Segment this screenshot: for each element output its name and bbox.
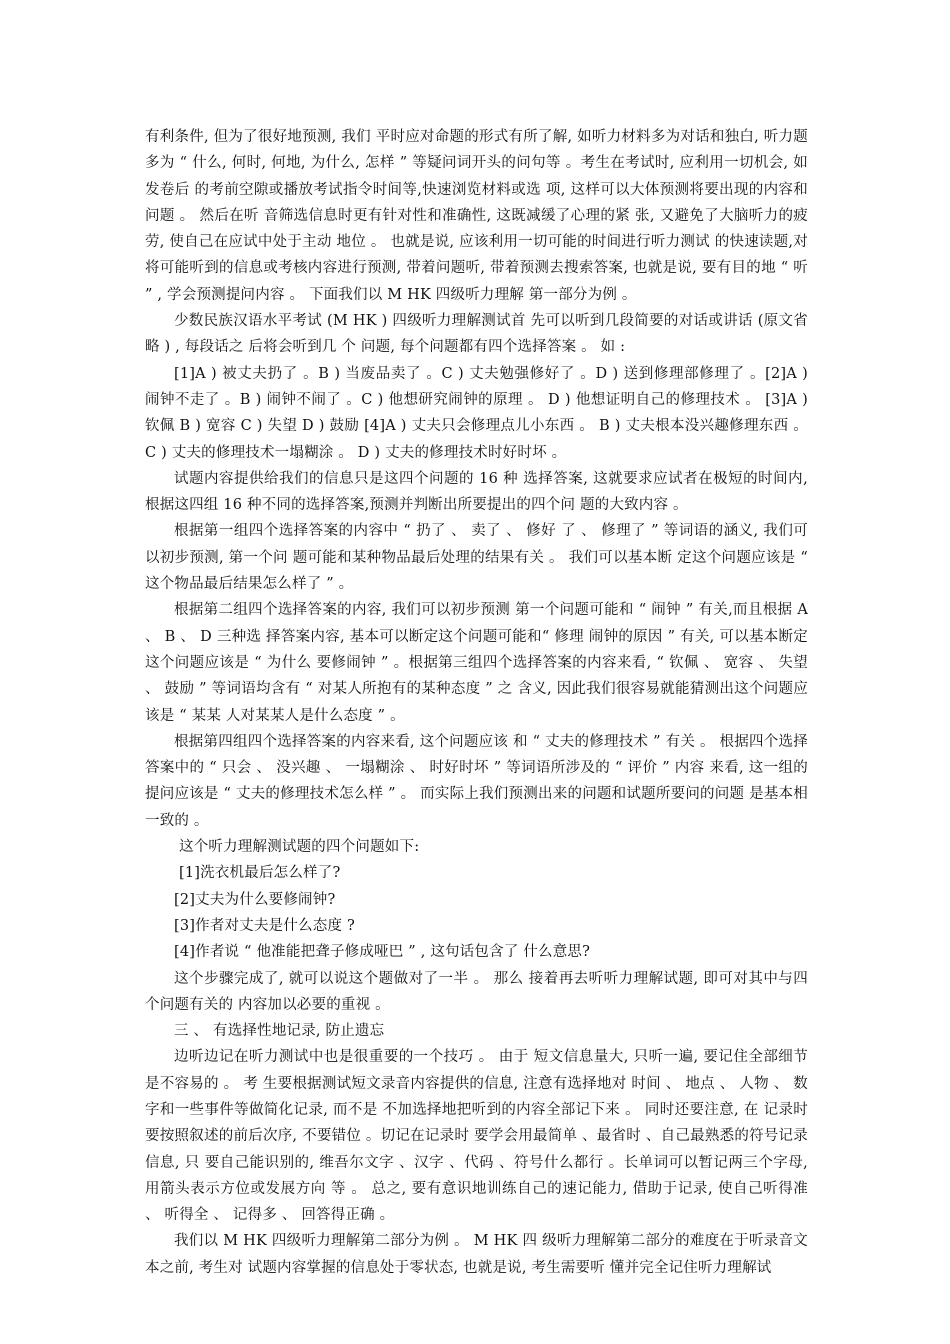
document-page	[145, 124, 808, 1281]
paragraph-8: 这个步骤完成了, 就可以说这个题做对了一半 。 那么 接着再去听听力理解试题, 即可对其中与四个问题有关的 内容加以必要的重视 。	[145, 970, 808, 1013]
paragraph-6: 根据第二组四个选择答案的内容, 我们可以初步预测 第一个问题可能和 “ 闹钟 ” 有关,而且根据 A 、 B 、 D 三种选 择答案内容, 基本可以断定这个问题可能和“ 修理 闹钟的原因 ” 有关, 可以基本断定这个问题应该是 “ 为什么 要修闹钟 ” 。根据第三组四个选择答案的内容来看, “ 钦佩 、 宽容 、 失望 、 鼓励 ” 等词语均含有 “ 对某人所抱有的某种态度 ” 之 含义, 因此我们很容易就能猜测出这个问题应该是 “ 某某 人对某某人是什么态度 ” 。	[145, 602, 808, 724]
paragraph-4: 试题内容提供给我们的信息只是这四个问题的 16 种 选择答案, 这就要求应试者在极短的时间内, 根据这四组 16 种不同的选择答案,预测并判断出所要提出的四个问 题的大致内容 。	[145, 470, 808, 514]
paragraph-7: 根据第四组四个选择答案的内容来看, 这个问题应该 和 “ 丈夫的修理技术 ” 有关 。 根据四个选择答案中的 “ 只会 、 没兴趣 、 一塌糊涂 、 时好时坏 ” 等词语所涉及的 “ 评价 ” 内容 来看, 这一组的提问应该是 “ 丈夫的修理技术怎么样 ” 。 而实际上我们预测出来的问题和试题所要问的问题 是基本相一致的 。	[145, 733, 808, 829]
paragraph-1: 有利条件, 但为了很好地预测, 我们 平时应对命题的形式有所了解, 如听力材料多为对话和独白, 听力题多为 “ 什么, 何时, 何地, 为什么, 怎样 ” 等疑问词开头的问句等 。考生在考试时, 应利用一切机会, 如发卷后 的考前空隙或播放考试指令时间等,快速浏览材料或选 项, 这样可以大体预测将要出现的内容和问题 。 然后在听 音筛选信息时更有针对性和准确性, 这既减缓了心理的紧 张, 又避免了大脑听力的疲劳, 使自己在应试中处于主动 地位 。 也就是说, 应该利用一切可能的时间进行听力测试 的快速读题,对将可能听到的信息或考核内容进行预测, 带着问题听, 带着预测去搜索答案, 也就是说, 要有目的地 “ 听 ” , 学会预测提问内容 。 下面我们以 M HK 四级听力理解 第一部分为例 。	[145, 129, 808, 303]
section-heading: 三 、 有选择性地记录, 防止遗忘	[174, 1023, 385, 1040]
paragraph-2: 少数民族汉语水平考试 (M HK ) 四级听力理解测试首 先可以听到几段简要的对话或讲话 (原文省略 ) , 每段话之 后将会听到几 个 问题, 每个问题都有四个选择答案 。 如 :	[145, 313, 808, 356]
paragraph-5: 根据第一组四个选择答案的内容中 “ 扔了 、 卖了 、 修好 了 、 修理了 ” 等词语的涵义, 我们可以初步预测, 第一个问 题可能和某种物品最后处理的结果有关 。 我们可以基本断 定这个问题应该是 “ 这个物品最后结果怎么样了 ” 。	[145, 523, 808, 593]
paragraph-10: 我们以 M HK 四级听力理解第二部分为例 。 M HK 四 级听力理解第二部分的难度在于听录音文本之前, 考生对 试题内容掌握的信息处于零状态, 也就是说, 考生需要听 懂并完全记住听力理解试	[145, 1233, 808, 1276]
paragraph-9: 边听边记在听力测试中也是很重要的一个技巧 。 由于 短文信息量大, 只听一遍, 要记住全部细节是不容易的 。 考 生要根据测试短文录音内容提供的信息, 注意有选择地对 时间 、 地点 、 人物 、 数字和一些事件等做简化记录, 而不是 不加选择地把听到的内容全部记下来 。 同时还要注意, 在 记录时要按照叙述的前后次序, 不要错位 。切记在记录时 要学会用最简单 、最省时 、自己最熟悉的符号记录信息, 只 要自己能识别的, 维吾尔文字 、汉字 、代码 、符号什么都行 。长单词可以暂记两三个字母, 用箭头表示方位或发展方向 等 。 总之, 要有意识地训练自己的速记能力, 借助于记录, 使自己听得准 、 听得全 、 记得多 、 回答得正确 。	[145, 1049, 808, 1224]
question-1: [1]洗衣机最后怎么样了?	[179, 865, 341, 882]
question-3: [3]作者对丈夫是什么态度 ?	[174, 917, 355, 934]
question-4: [4]作者说 “ 他准能把聋子修成哑巴 ” , 这句话包含了 什么意思?	[174, 944, 591, 961]
questions-intro: 这个听力理解测试题的四个问题如下:	[179, 839, 420, 856]
paragraph-3: [1]A ) 被丈夫扔了 。B ) 当废品卖了 。C ) 丈夫勉强修好了 。D ) 送到修理部修理了 。[2]A ) 闹钟不走了 。B ) 闹钟不闹了 。C ) 他想研究闹钟的原理 。 D ) 他想证明自己的修理技术 。 [3]A ) 钦佩 B ) 宽容 C ) 失望 D ) 鼓励 [4]A ) 丈夫只会修理点儿小东西 。 B ) 丈夫根本没兴趣修理东西 。 C ) 丈夫的修理技术一塌糊涂 。 D ) 丈夫的修理技术时好时坏 。	[145, 365, 808, 461]
question-2: [2]丈夫为什么要修闹钟?	[174, 891, 336, 908]
